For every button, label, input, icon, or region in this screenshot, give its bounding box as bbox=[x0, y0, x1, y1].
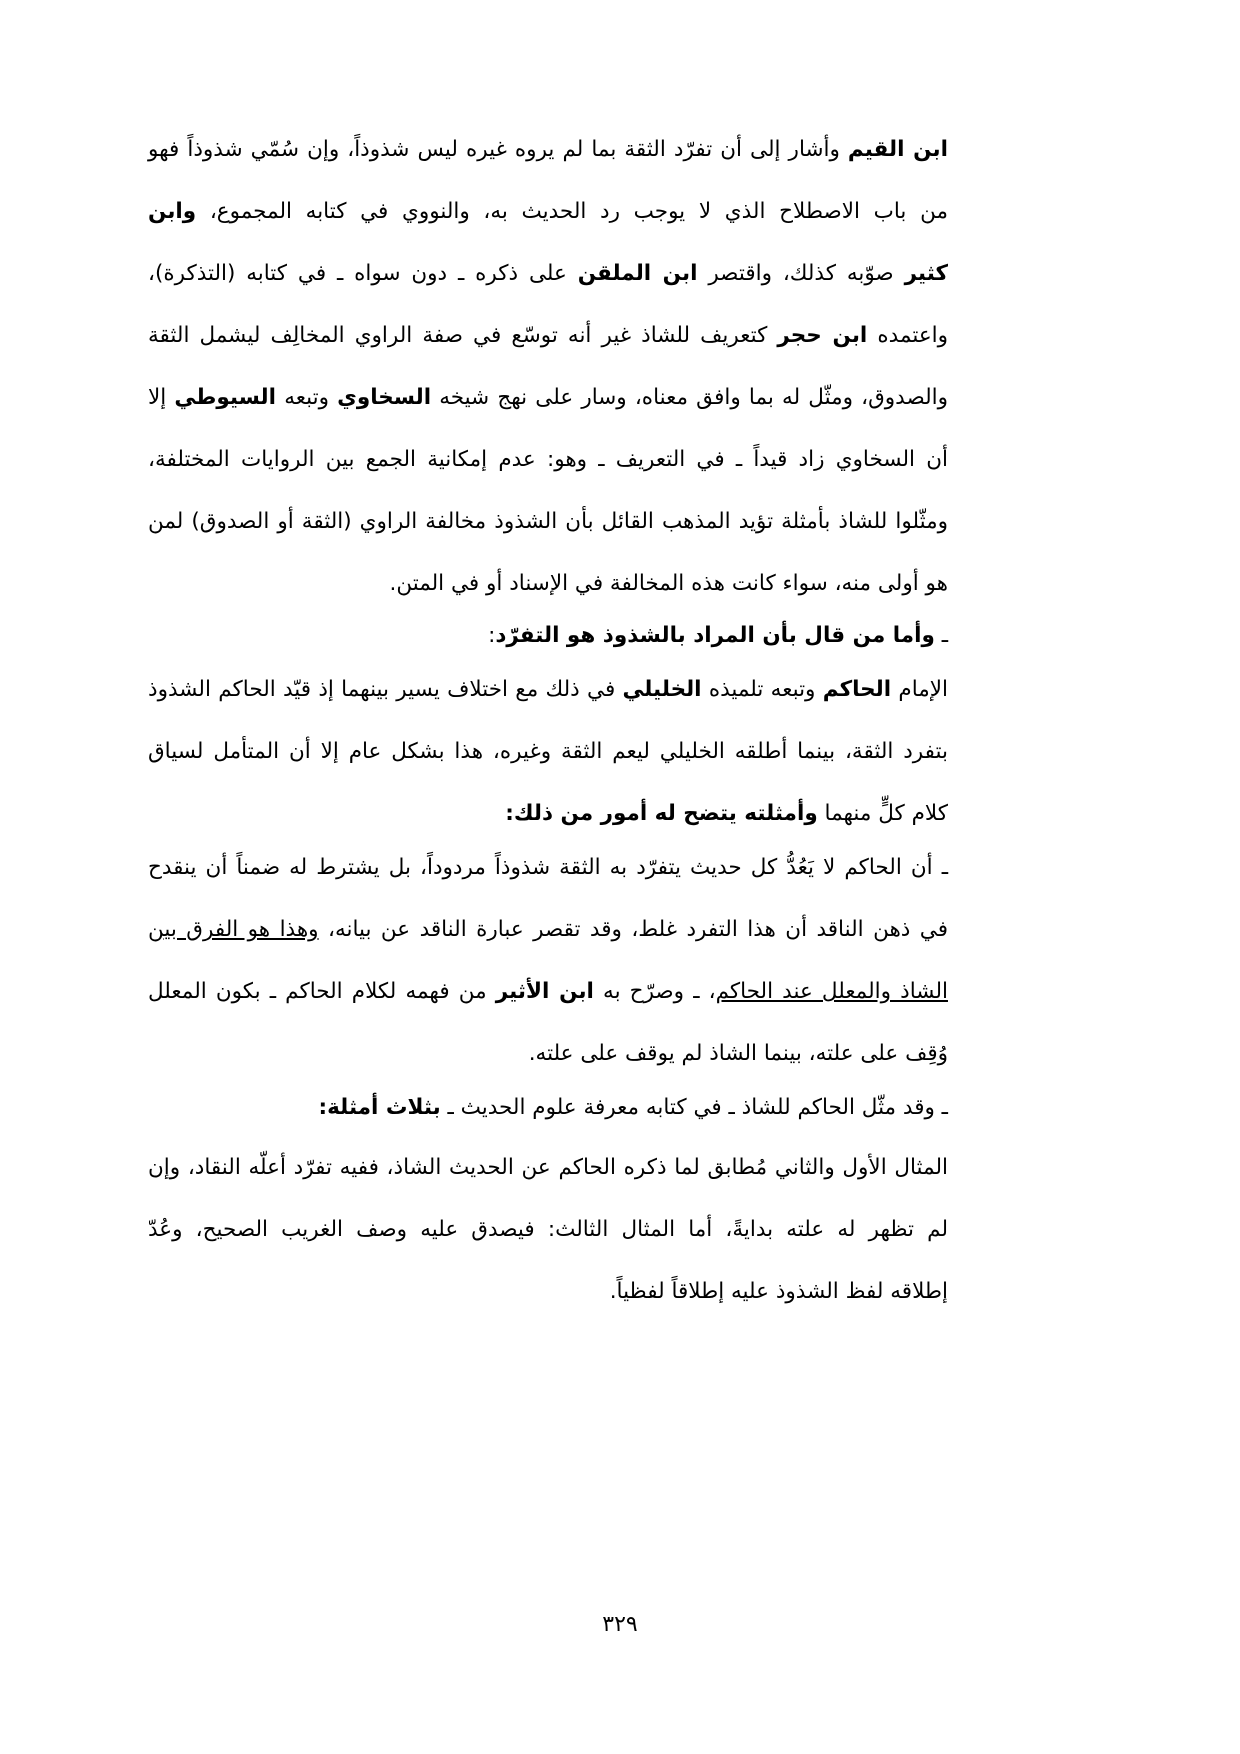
underlined-text: الشاذ والمعلل عند الحاكم bbox=[715, 979, 948, 1004]
text-run: ـ أن الحاكم لا يَعُدُّ كل حديث يتفرّد به الثقة شذوذاً مردوداً، بل يشترط له ضمناً أن ينقدح bbox=[148, 855, 948, 880]
text-line bbox=[148, 730, 948, 774]
text-line bbox=[148, 792, 948, 836]
text-run: إطلاقه لفظ الشذوذ عليه إطلاقاً لفظياً. bbox=[609, 1279, 948, 1304]
text-line bbox=[148, 314, 948, 358]
text-line bbox=[148, 614, 948, 658]
text-run: أن السخاوي زاد قيداً ـ في التعريف ـ وهو: عدم إمكانية الجمع بين الروايات المختلفة، bbox=[148, 447, 948, 472]
text-line bbox=[148, 970, 948, 1014]
text-run: ، ـ وصرّح به bbox=[593, 979, 716, 1004]
bold-text: وأما من قال بأن المراد بالشذوذ هو التفرّد bbox=[495, 623, 935, 648]
bold-text: السيوطي bbox=[174, 385, 277, 410]
text-run: من باب الاصطلاح الذي لا يوجب رد الحديث به، والنووي في كتابه المجموع، bbox=[196, 199, 948, 224]
text-run: ـ bbox=[934, 623, 948, 648]
text-run: ومثّلوا للشاذ بأمثلة تؤيد المذهب القائل بأن الشذوذ مخالفة الراوي (الثقة أو الصدوق) لمن bbox=[148, 509, 948, 534]
text-line bbox=[148, 1208, 948, 1252]
text-run: وتبعه تلميذه bbox=[701, 677, 823, 702]
text-run: الإمام bbox=[891, 677, 948, 702]
text-run: واعتمده bbox=[867, 323, 949, 348]
text-run: كتعريف للشاذ غير أنه توسّع في صفة الراوي المخالِف ليشمل الثقة bbox=[148, 323, 778, 348]
bold-text: السخاوي bbox=[337, 385, 432, 410]
bold-text: الحاكم bbox=[822, 677, 892, 702]
bold-text: وأمثلته يتضح له أمور من ذلك: bbox=[505, 801, 818, 826]
text-run: : bbox=[488, 623, 496, 648]
underlined-text: وهذا هو الفرق بين bbox=[148, 917, 319, 942]
bold-text: ابن حجر bbox=[777, 323, 868, 348]
bold-text: وابن bbox=[148, 199, 197, 224]
text-run: وُقِف على علته، بينما الشاذ لم يوقف على علته. bbox=[528, 1041, 948, 1066]
text-line bbox=[148, 500, 948, 544]
text-run: وتبعه bbox=[276, 385, 338, 410]
text-run: إلا bbox=[148, 385, 175, 410]
text-run: ـ وقد مثّل الحاكم للشاذ ـ في كتابه معرفة علوم الحديث ـ bbox=[440, 1095, 948, 1120]
text-run: كلام كلٍّ منهما bbox=[817, 801, 948, 826]
text-line bbox=[148, 190, 948, 234]
text-run: لم تظهر له علته بدايةً، أما المثال الثالث: فيصدق عليه وصف الغريب الصحيح، وعُدّ bbox=[148, 1217, 948, 1242]
text-run: بتفرد الثقة، بينما أطلقه الخليلي ليعم الثقة وغيره، هذا بشكل عام إلا أن المتأمل لسياق bbox=[148, 739, 948, 764]
text-line bbox=[148, 846, 948, 890]
text-line bbox=[148, 1270, 948, 1314]
text-line bbox=[148, 1032, 948, 1076]
text-run: صوّبه كذلك، واقتصر bbox=[697, 261, 905, 286]
text-run: من فهمه لكلام الحاكم ـ بكون المعلل bbox=[148, 979, 496, 1004]
text-line bbox=[148, 438, 948, 482]
text-run: وأشار إلى أن تفرّد الثقة بما لم يروه غيره ليس شذوذاً، وإن سُمّي شذوذاً فهو bbox=[148, 137, 848, 162]
text-line bbox=[148, 562, 948, 606]
text-line bbox=[148, 128, 948, 172]
text-line bbox=[148, 1086, 948, 1130]
bold-text: ابن الملقن bbox=[577, 261, 698, 286]
bold-text: كثير bbox=[904, 261, 948, 286]
page-number: ٣٢٩ bbox=[602, 1612, 638, 1637]
text-run: في ذهن الناقد أن هذا التفرد غلط، وقد تقصر عبارة الناقد عن بيانه، bbox=[318, 917, 948, 942]
text-line bbox=[148, 668, 948, 712]
text-line bbox=[148, 252, 948, 296]
text-run: والصدوق، ومثّل له بما وافق معناه، وسار على نهج شيخه bbox=[431, 385, 948, 410]
text-line bbox=[148, 1146, 948, 1190]
text-run: على ذكره ـ دون سواه ـ في كتابه (التذكرة)، bbox=[148, 261, 578, 286]
text-run: في ذلك مع اختلاف يسير بينهما إذ قيّد الحاكم الشذوذ bbox=[148, 677, 623, 702]
bold-text: بثلاث أمثلة: bbox=[318, 1095, 441, 1120]
bold-text: الخليلي bbox=[622, 677, 702, 702]
text-line bbox=[148, 908, 948, 952]
text-run: هو أولى منه، سواء كانت هذه المخالفة في الإسناد أو في المتن. bbox=[389, 571, 948, 596]
bold-text: ابن الأثير bbox=[495, 979, 594, 1004]
text-run: المثال الأول والثاني مُطابق لما ذكره الحاكم عن الحديث الشاذ، ففيه تفرّد أعلّه النقاد، وإن bbox=[148, 1155, 948, 1180]
text-line bbox=[148, 376, 948, 420]
bold-text: ابن القيم bbox=[847, 137, 948, 162]
